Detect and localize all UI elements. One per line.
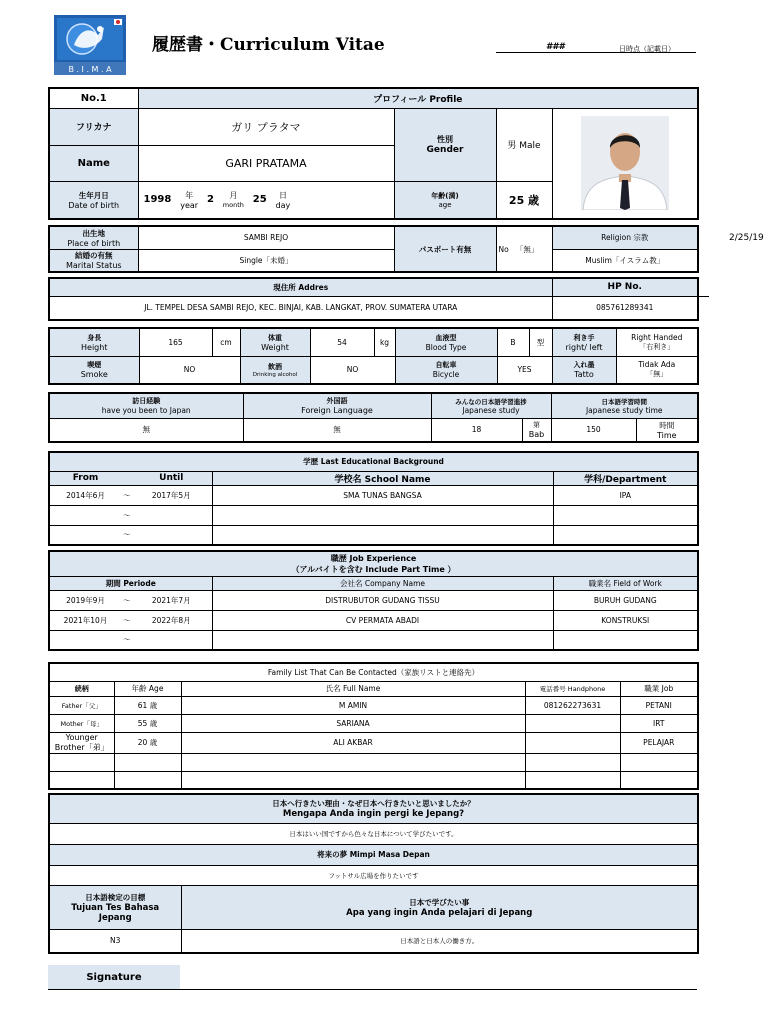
family-col-age: 年齢 Age bbox=[114, 681, 181, 696]
question-future-dream: 将来の夢 Mimpi Masa Depan bbox=[49, 844, 698, 865]
education-title: 学歴 Last Educational Background bbox=[49, 452, 698, 471]
place-of-birth-label: 出生地 Place of birth bbox=[49, 226, 138, 249]
japanese-study-time-label: 日本語学習時間 Japanese study time bbox=[551, 393, 698, 418]
bima-logo bbox=[54, 15, 126, 75]
family-col-relation: 続柄 bbox=[49, 681, 114, 696]
passport-value: No 「無」 bbox=[496, 226, 552, 272]
answer-why-japan: 日本はいい国ですから色々な日本について学びたいです。 bbox=[49, 823, 698, 844]
japanese-study-label: みんなの日本語学習進捗 Japanese study bbox=[431, 393, 551, 418]
name-value: GARI PRATAMA bbox=[138, 145, 394, 181]
dob-label: 生年月日 Date of birth bbox=[49, 181, 138, 219]
visited-japan-value: 無 bbox=[49, 418, 243, 442]
drinking-label: 飲酒 Drinking alcohol bbox=[240, 356, 310, 384]
education-section bbox=[48, 451, 697, 546]
weight-value: 54 bbox=[310, 328, 374, 356]
japanese-study-time-value: 150 bbox=[551, 418, 636, 442]
family-row bbox=[49, 771, 698, 789]
birth-section bbox=[48, 225, 697, 273]
blood-type-unit: 型 bbox=[529, 328, 552, 356]
questions-section bbox=[48, 793, 697, 954]
header-date-label: 日時点（記載日） bbox=[619, 45, 675, 53]
weight-label: 体重 Weight bbox=[240, 328, 310, 356]
job-col-company: 会社名 Company Name bbox=[212, 576, 553, 590]
signature-label: Signature bbox=[48, 965, 180, 989]
education-row: ～ bbox=[49, 505, 698, 525]
question-why-japan: 日本へ行きたい理由・なぜ日本へ行きたいと思いましたか？ Mengapa Anda ingin pergi ke Jepang? bbox=[49, 794, 698, 823]
hp-label: HP No. bbox=[552, 278, 698, 296]
gender-label: 性別 Gender bbox=[394, 108, 496, 181]
profile-no: No.1 bbox=[49, 88, 138, 108]
handedness-label: 利き手 right/ left bbox=[552, 328, 616, 356]
name-label: Name bbox=[49, 145, 138, 181]
japanese-study-time-unit: 時間 Time bbox=[636, 418, 698, 442]
job-col-period: 期間 Periode bbox=[49, 576, 212, 590]
education-col-dept: 学科/Department bbox=[553, 471, 698, 485]
dob-month: 2 bbox=[206, 194, 214, 206]
hp-value: 085761289341 bbox=[552, 296, 698, 320]
smoke-value: NO bbox=[139, 356, 240, 384]
dob-day: 25 bbox=[252, 194, 267, 206]
job-row: 2021年10月 ～ 2022年8月 CV PERMATA ABADI KONSTRUKSI bbox=[49, 610, 698, 630]
religion-value: Muslim「イスラム教」 bbox=[552, 249, 698, 272]
japanese-study-value: 18 bbox=[431, 418, 522, 442]
place-of-birth-value: SAMBI REJO bbox=[138, 226, 394, 249]
weight-unit: kg bbox=[374, 328, 395, 356]
profile-title: プロフィール Profile bbox=[138, 88, 698, 108]
visited-japan-label: 訪日経験 have you been to Japan bbox=[49, 393, 243, 418]
physical-section bbox=[48, 327, 697, 385]
foreign-language-label: 外国語 Foreign Language bbox=[243, 393, 431, 418]
job-col-field: 職業名 Field of Work bbox=[553, 576, 698, 590]
header-date-line bbox=[496, 52, 696, 53]
side-date: 2/25/19 bbox=[729, 233, 764, 243]
address-value: JL. TEMPEL DESA SAMBI REJO, KEC. BINJAI, KAB. LANGKAT, PROV. SUMATERA UTARA bbox=[49, 296, 552, 320]
dob-year: 1998 bbox=[143, 194, 172, 206]
tattoo-label: 入れ墨 Tatto bbox=[552, 356, 616, 384]
job-row: ～ bbox=[49, 630, 698, 650]
family-col-name: 氏名 Full Name bbox=[181, 681, 525, 696]
family-col-job: 職業 Job bbox=[620, 681, 698, 696]
education-row: 2014年6月 ～ 2017年5月 SMA TUNAS BANGSA IPA bbox=[49, 485, 698, 505]
logo-text: B . I . M . A bbox=[68, 65, 112, 74]
handedness-value: Right Handed 「右利き」 bbox=[616, 328, 698, 356]
blood-type-label: 血液型 Blood Type bbox=[395, 328, 497, 356]
age-value: 25 歳 bbox=[496, 181, 552, 219]
height-value: 165 bbox=[139, 328, 212, 356]
religion-label: Religion 宗教 bbox=[552, 226, 698, 249]
education-col-until: Until bbox=[131, 471, 212, 485]
dob-value: 1998 年 year 2 月 month 25 日 day bbox=[138, 181, 394, 219]
smoke-label: 喫煙 Smoke bbox=[49, 356, 139, 384]
family-row: Younger Brother「弟」 20 歳 ALI AKBAR PELAJAR bbox=[49, 732, 698, 753]
tattoo-value: Tidak Ada 「無」 bbox=[616, 356, 698, 384]
address-section bbox=[48, 277, 697, 321]
address-label: 現住所 Addres bbox=[49, 278, 552, 296]
foreign-language-value: 無 bbox=[243, 418, 431, 442]
answer-study-in-japan: 日本語と日本人の働き方。 bbox=[181, 929, 698, 953]
drinking-value: NO bbox=[310, 356, 395, 384]
question-study-in-japan: 日本で学びたい事 Apa yang ingin Anda pelajari di Jepang bbox=[181, 885, 698, 929]
family-col-phone: 電話番号 Handphone bbox=[525, 681, 620, 696]
profile-section bbox=[48, 87, 697, 220]
signature-line[interactable] bbox=[48, 989, 697, 990]
header-date-value: ### bbox=[546, 42, 565, 52]
marital-status-label: 結婚の有無 Marital Status bbox=[49, 249, 138, 272]
applicant-photo bbox=[552, 108, 698, 219]
bicycle-label: 自転車 Bicycle bbox=[395, 356, 497, 384]
japan-experience-section bbox=[48, 392, 697, 443]
blood-type-value: B bbox=[497, 328, 529, 356]
gender-value: 男 Male bbox=[496, 108, 552, 181]
japanese-study-unit: 第 Bab bbox=[522, 418, 551, 442]
age-label: 年齢(満) age bbox=[394, 181, 496, 219]
question-jlpt-goal: 日本語検定の目標 Tujuan Tes Bahasa Jepang bbox=[49, 885, 181, 929]
family-row: Father「父」 61 歳 M AMIN 081262273631 PETANI bbox=[49, 696, 698, 714]
bicycle-value: YES bbox=[497, 356, 552, 384]
family-title: Family List That Can Be Contacted（家族リストと連絡先） bbox=[49, 663, 698, 681]
marital-status-value: Single「未婚」 bbox=[138, 249, 394, 272]
page-title: 履歴書・Curriculum Vitae bbox=[152, 35, 385, 55]
job-row: 2019年9月 ～ 2021年7月 DISTRUBUTOR GUDANG TISSU BURUH GUDANG bbox=[49, 590, 698, 610]
education-col-school: 学校名 School Name bbox=[212, 471, 553, 485]
family-row: Mother「母」 55 歳 SARIANA IRT bbox=[49, 714, 698, 732]
family-row bbox=[49, 753, 698, 771]
furigana-value: ガリ プラタマ bbox=[138, 108, 394, 145]
education-row: ～ bbox=[49, 525, 698, 545]
answer-future-dream: フットサル広場を作りたいです bbox=[49, 865, 698, 885]
family-section bbox=[48, 662, 697, 790]
education-col-from: From bbox=[49, 471, 121, 485]
passport-label: パスポート有無 bbox=[394, 226, 496, 272]
answer-jlpt-goal: N3 bbox=[49, 929, 181, 953]
job-title: 職歴 Job Experience （アルバイトを含む Include Part Time ） bbox=[49, 551, 698, 576]
job-experience-section bbox=[48, 550, 697, 651]
height-unit: cm bbox=[212, 328, 240, 356]
height-label: 身長 Height bbox=[49, 328, 139, 356]
furigana-label: フリカナ bbox=[49, 108, 138, 145]
